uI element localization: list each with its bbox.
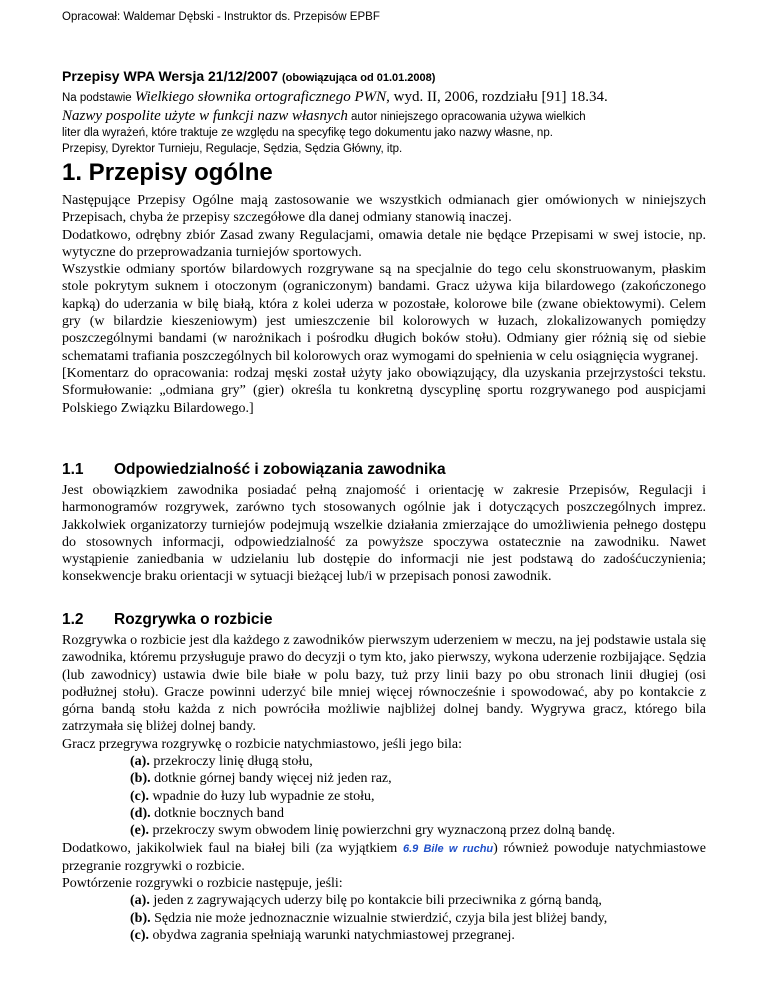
loss-item-label: (b). [130, 771, 151, 787]
source-suffix: , wyd. II, 2006, rozdziału [91] 18.34. [386, 89, 608, 105]
section-1-paragraph: Wszystkie odmiany sportów bilardowych rozgrywane są na specjalnie do tego celu skonstruowanym, płaskim stole pokrytym suknem i otoczonym (ograniczonym) bandami. Gracz używa kija bilardowego (zakończonego kapką) do uderzania w bilę białą, która z kolei uderza w pozostałe, kolorowe bile (zwane obiektowymi). Celem gry (w bilardzie kieszeniowym) jest umieszczenie bil kolorowych w łuzach, zlokalizowanych pomiędzy poszczególnymi bandami (w narożnikach i pośrodku długich boków stołu). Odmiany gier różnią się od siebie schematami trafiania poszczególnych bil kolorowych oraz wymogami do spełnienia w celu osiągnięcia wygranej. [62, 262, 706, 364]
loss-item-text: dotknie górnej bandy więcej niż jeden raz, [154, 771, 392, 787]
repeat-item-label: (b). [130, 910, 151, 926]
loss-item-label: (c). [130, 788, 150, 804]
section-1-2 [62, 610, 706, 944]
section-1-1 [62, 460, 706, 586]
proper-names-line-3: Przepisy, Dyrektor Turnieju, Regulacje, Sędzia, Sędzia Główny, itp. [62, 143, 403, 155]
section-1-1-title: Odpowiedzialność i zobowiązania zawodnika [114, 461, 446, 478]
rule-6-9-link[interactable]: 6.9 Bile w ruchu [402, 842, 494, 855]
foul-after: ) również powoduje natychmiastowe przegranie rozgrywki o rozbicie. [62, 840, 706, 874]
repeat-item-text: Sędzia nie może jednoznacznie wizualnie stwierdzić, czyja bila jest bliżej bandy, [154, 910, 608, 926]
source-prefix: Na podstawie [62, 92, 132, 104]
loss-item-label: (d). [130, 805, 151, 821]
proper-names-italic: Nazwy pospolite użyte w funkcji nazw własnych [62, 108, 348, 124]
loss-item-text: przekroczy linię długą stołu, [153, 754, 313, 770]
proper-names-line-2: liter dla wyrażeń, które traktuje ze względu na specyfikę tego dokumentu jako nazwy własne, np. [62, 127, 553, 139]
repeat-item-text: jeden z zagrywających uderzy bilę po kontakcie bili przeciwnika z górną bandą, [153, 893, 602, 909]
section-1-paragraph: Następujące Przepisy Ogólne mają zastosowanie we wszystkich odmianach gier omówionych w niniejszych Przepisach, chyba że przepisy szczegółowe dla danej odmiany stanowią inaczej. [62, 193, 706, 226]
loss-item [62, 770, 706, 787]
source-book: Wielkiego słownika ortograficznego PWN [134, 89, 387, 105]
source-line [62, 88, 702, 107]
section-1-2-paragraph: Rozgrywka o rozbicie jest dla każdego z zawodników pierwszym uderzeniem w meczu, na jej podstawie ustala się zawodnika, któremu przysługuje prawo do decyzji o tym kto, jako pierwszy, wykona uderzenie rozbijające. Sędzia (lub zawodnicy) ustawia dwie bile białe w polu bazy, tuż przy linii bazy po obu stronach linii długiej (osi podłużnej stołu). Gracze powinni uderzyć bile mniej więcej równocześnie i spowodować, aby po kontakcie z górna bandą stołu każda z nich powróciła możliwie najbliżej dolnej bandy. Wygrywa gracz, którego bila zatrzymała się bliżej dolnej bandy. [62, 633, 706, 735]
foul-paragraph [62, 840, 706, 876]
loss-item [62, 805, 706, 822]
loss-item-text: przekroczy swym obwodem linię powierzchni gry wyznaczoną przez dolną bandę. [152, 823, 616, 839]
repeat-item [62, 927, 706, 944]
repeat-intro: Powtórzenie rozgrywki o rozbicie następuje, jeśli: [62, 876, 343, 892]
section-1-1-heading [62, 460, 706, 480]
section-1-paragraph: Dodatkowo, odrębny zbiór Zasad zwany Regulacjami, omawia detale nie będące Przepisami w swej istocie, np. wytyczne do przeprowadzania turniejów sportowych. [62, 227, 706, 260]
title-text: Przepisy WPA Wersja 21/12/2007 [62, 68, 279, 84]
loss-item-label: (e). [130, 823, 150, 839]
proper-names-note [62, 107, 702, 126]
section-1 [62, 158, 706, 417]
section-1-heading: 1. Przepisy ogólne [62, 159, 273, 186]
section-1-1-body: Jest obowiązkiem zawodnika posiadać pełną znajomość i orientację w zakresie Przepisów, Regulacji i harmonogramów rozgrywek, zarówno tych stosowanych ogólnie jak i dotyczących poszczególnych imprez. Jakkolwiek organizatorzy turniejów podejmują wszelkie działania zmierzające do umożliwienia pełnego dostępu do stosownych informacji, odpowiedzialność za powyższe spoczywa ostatecznie na zawodniku. Nawet wystąpienie zaniedbania w udzielaniu lub dostępie do informacji nie jest podstawą do zadośćuczynienia; konsekwencje braku orientacji w sytuacji bieżącej lub/i w przepisach ponosi zawodnik. [62, 483, 706, 585]
section-1-2-number: 1.2 [62, 611, 84, 628]
repeat-item-label: (a). [130, 893, 150, 909]
loss-item-text: dotknie bocznych band [154, 805, 284, 821]
section-1-body [62, 192, 706, 417]
repeat-item-text: obydwa zagrania spełniają warunki natychmiastowej przegranej. [152, 928, 515, 944]
proper-names-rest-1: autor niniejszego opracowania używa wielkich [351, 111, 586, 123]
intro-block [62, 67, 702, 157]
section-1-comment: [Komentarz do opracowania: rodzaj męski został użyty jako obowiązujący, dla uzyskania przejrzystości tekstu. Sformułowanie: „odmiana gry” (gier) określa tu konkretną dyscyplinę sportu rozgrywanego pod auspicjami Polskiego Związku Bilardowego.] [62, 365, 706, 416]
document-title [62, 67, 702, 88]
section-1-2-title: Rozgrywka o rozbicie [114, 611, 273, 628]
repeat-item [62, 892, 706, 909]
loss-item [62, 753, 706, 770]
section-1-1-number: 1.1 [62, 461, 84, 478]
section-1-2-body [62, 632, 706, 944]
title-note: (obowiązująca od 01.01.2008) [281, 72, 436, 84]
page-header: Opracował: Waldemar Dębski - Instruktor ds. Przepisów EPBF [62, 11, 380, 23]
loss-item [62, 822, 706, 839]
repeat-item [62, 910, 706, 927]
repeat-item-label: (c). [130, 928, 150, 944]
loss-item-label: (a). [130, 754, 150, 770]
foul-before: Dodatkowo, jakikolwiek faul na białej bili (za wyjątkiem [62, 840, 398, 856]
section-1-2-heading [62, 610, 706, 630]
loss-item-text: wpadnie do łuzy lub wypadnie ze stołu, [152, 788, 375, 804]
loss-intro: Gracz przegrywa rozgrywkę o rozbicie natychmiastowo, jeśli jego bila: [62, 736, 463, 752]
loss-item [62, 788, 706, 805]
